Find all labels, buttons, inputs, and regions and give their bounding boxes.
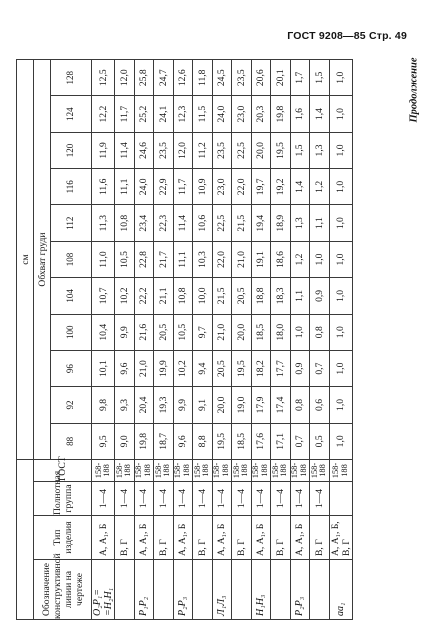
table-cell: 1,0: [329, 132, 352, 168]
unit-header: см: [17, 60, 34, 460]
table-cell: 0,8: [290, 387, 310, 423]
row-label: Р₁Р₂: [134, 560, 154, 620]
row-label: [232, 560, 252, 620]
table-cell: 18,3: [271, 278, 291, 314]
row-group: 1—4: [173, 482, 193, 516]
row-type: А, А₁, Б: [290, 516, 310, 560]
table-cell: 22,8: [134, 241, 154, 277]
table-rotated-container: [16, 60, 411, 620]
table-cell: 20,0: [232, 314, 252, 350]
table-cell: 0,6: [310, 387, 330, 423]
table-cell: 1,0: [329, 96, 352, 132]
table-row: [193, 60, 213, 620]
table-row: [154, 60, 174, 620]
size-header: 120: [51, 132, 92, 168]
table-cell: 17,4: [271, 387, 291, 423]
table-cell: 20,6: [251, 60, 271, 96]
table-cell: 9,1: [193, 387, 213, 423]
table-cell: 19,5: [232, 350, 252, 386]
group-header: Обхват груди: [34, 60, 51, 460]
row-group: 1—4: [232, 482, 252, 516]
row-label: Н₁Н₃: [251, 560, 271, 620]
table-cell: 19,4: [251, 205, 271, 241]
table-cell: 9,3: [115, 387, 135, 423]
table-cell: 24,1: [154, 96, 174, 132]
table-cell: 22,2: [134, 278, 154, 314]
table-row: [290, 60, 310, 620]
row-type: В, Г: [271, 516, 291, 560]
row-gost: 158-188: [232, 460, 252, 482]
row-type: А, А₁, Б: [92, 516, 115, 560]
row-label: О₂Р₁= =Н₂Н₁: [92, 560, 115, 620]
table-cell: 0,9: [290, 350, 310, 386]
table-cell: 0,7: [310, 350, 330, 386]
table-cell: 1,2: [310, 169, 330, 205]
size-header: 96: [51, 350, 92, 386]
row-type: В, Г: [154, 516, 174, 560]
table-cell: 10,6: [193, 205, 213, 241]
row-group: 1—4: [251, 482, 271, 516]
row-gost: 158-188: [173, 460, 193, 482]
row-group: 1—4: [310, 482, 330, 516]
size-table: [16, 59, 353, 620]
table-cell: 12,0: [115, 60, 135, 96]
row-group: 1—4: [154, 482, 174, 516]
table-cell: 1,1: [290, 278, 310, 314]
size-header: 112: [51, 205, 92, 241]
table-cell: 22,0: [212, 241, 232, 277]
table-row: [310, 60, 330, 620]
row-group: [329, 482, 352, 516]
table-cell: 19,5: [271, 132, 291, 168]
table-cell: 20,5: [154, 314, 174, 350]
table-cell: 11,4: [115, 132, 135, 168]
table-cell: 1,0: [329, 278, 352, 314]
row-type: В, Г: [193, 516, 213, 560]
table-cell: 11,7: [115, 96, 135, 132]
table-cell: 22,5: [212, 205, 232, 241]
page-header: ГОСТ 9208—85 Стр. 49: [287, 30, 407, 42]
table-cell: 17,1: [271, 423, 291, 459]
table-cell: 20,1: [271, 60, 291, 96]
table-cell: 11,3: [92, 205, 115, 241]
size-header: 88: [51, 423, 92, 459]
table-cell: 22,5: [232, 132, 252, 168]
table-cell: 19,3: [154, 387, 174, 423]
row-label: [115, 560, 135, 620]
table-cell: 18,6: [271, 241, 291, 277]
size-header: 100: [51, 314, 92, 350]
table-cell: 24,5: [212, 60, 232, 96]
table-cell: 1,5: [310, 60, 330, 96]
table-cell: 1,2: [290, 241, 310, 277]
table-cell: 10,8: [173, 278, 193, 314]
table-cell: 17,6: [251, 423, 271, 459]
table-cell: 22,3: [154, 205, 174, 241]
table-cell: 11,1: [115, 169, 135, 205]
table-cell: 0,5: [310, 423, 330, 459]
table-cell: 23,0: [212, 169, 232, 205]
table-cell: 21,0: [134, 350, 154, 386]
table-cell: 21,1: [154, 278, 174, 314]
row-type: А, А₁, Б: [212, 516, 232, 560]
row-gost: 158-188: [329, 460, 352, 482]
table-cell: 10,1: [92, 350, 115, 386]
table-cell: 19,9: [154, 350, 174, 386]
table-cell: 1,0: [290, 314, 310, 350]
table-cell: 19,8: [134, 423, 154, 459]
size-header: 108: [51, 241, 92, 277]
table-cell: 20,0: [212, 387, 232, 423]
table-cell: 1,0: [329, 423, 352, 459]
table-cell: 19,5: [212, 423, 232, 459]
row-label: Р₂Р₃: [290, 560, 310, 620]
table-cell: 11,8: [193, 60, 213, 96]
row-gost: 158-188: [193, 460, 213, 482]
table-cell: 11,7: [173, 169, 193, 205]
table-row: [232, 60, 252, 620]
row-label: [154, 560, 174, 620]
table-cell: 25,2: [134, 96, 154, 132]
table-row: [329, 60, 352, 620]
table-cell: 11,0: [92, 241, 115, 277]
table-cell: 10,0: [193, 278, 213, 314]
table-cell: 12,5: [92, 60, 115, 96]
table-cell: 8,8: [193, 423, 213, 459]
table-row: [115, 60, 135, 620]
table-frame: [16, 60, 411, 620]
table-cell: 21,0: [212, 314, 232, 350]
table-cell: 23,5: [212, 132, 232, 168]
row-label: Р₂Р₃: [173, 560, 193, 620]
row-label: [271, 560, 291, 620]
table-row: [92, 60, 115, 620]
table-cell: 12,6: [173, 60, 193, 96]
row-group: 1—4: [92, 482, 115, 516]
row-gost: 158-188: [134, 460, 154, 482]
table-cell: 9,4: [193, 350, 213, 386]
row-type: А, А₁, Б: [134, 516, 154, 560]
row-type: В, Г: [310, 516, 330, 560]
table-cell: 9,6: [173, 423, 193, 459]
row-type: А, А₁, Б: [251, 516, 271, 560]
table-cell: 0,8: [310, 314, 330, 350]
row-gost: 158-188: [310, 460, 330, 482]
table-cell: 23,4: [134, 205, 154, 241]
table-cell: 1,1: [310, 205, 330, 241]
table-row: [251, 60, 271, 620]
table-cell: 22,9: [154, 169, 174, 205]
table-cell: 1,7: [290, 60, 310, 96]
table-cell: 20,4: [134, 387, 154, 423]
row-gost: 158-188: [271, 460, 291, 482]
table-cell: 1,4: [290, 169, 310, 205]
table-cell: 18,5: [232, 423, 252, 459]
table-cell: 20,0: [251, 132, 271, 168]
table-cell: 1,0: [329, 387, 352, 423]
size-header: 128: [51, 60, 92, 96]
table-cell: 10,2: [115, 278, 135, 314]
table-cell: 11,1: [173, 241, 193, 277]
continuation-label: Продолжение: [408, 57, 420, 123]
table-cell: 12,2: [92, 96, 115, 132]
table-cell: 17,7: [271, 350, 291, 386]
row-gost: 158-188: [92, 460, 115, 482]
row-label: Л₁Л₃: [212, 560, 232, 620]
table-cell: 20,3: [251, 96, 271, 132]
table-cell: 1,0: [329, 205, 352, 241]
table-cell: 24,0: [212, 96, 232, 132]
col-type: Тип изделия: [34, 516, 92, 560]
table-cell: 19,7: [251, 169, 271, 205]
table-cell: 1,3: [310, 132, 330, 168]
table-cell: 22,0: [232, 169, 252, 205]
table-cell: 1,3: [290, 205, 310, 241]
table-cell: 1,0: [329, 314, 352, 350]
header-blank: [17, 460, 34, 620]
table-cell: 10,5: [115, 241, 135, 277]
table-cell: 23,5: [232, 60, 252, 96]
table-cell: 21,5: [212, 278, 232, 314]
table-cell: 25,8: [134, 60, 154, 96]
table-cell: 1,0: [329, 60, 352, 96]
table-row: [173, 60, 193, 620]
row-label: [193, 560, 213, 620]
table-cell: 11,6: [92, 169, 115, 205]
table-cell: 23,0: [232, 96, 252, 132]
table-cell: 21,6: [134, 314, 154, 350]
table-cell: 17,9: [251, 387, 271, 423]
table-cell: 20,5: [212, 350, 232, 386]
table-cell: 10,9: [193, 169, 213, 205]
table-cell: 21,7: [154, 241, 174, 277]
row-label: [310, 560, 330, 620]
table-row: [271, 60, 291, 620]
table-cell: 9,9: [173, 387, 193, 423]
table-cell: 11,5: [193, 96, 213, 132]
row-group: 1—4: [212, 482, 232, 516]
row-gost: 158-188: [290, 460, 310, 482]
table-cell: 1,0: [329, 169, 352, 205]
row-type: А, А₁, Б: [173, 516, 193, 560]
table-cell: 18,2: [251, 350, 271, 386]
row-group: 1—4: [271, 482, 291, 516]
row-group: 1—4: [193, 482, 213, 516]
table-cell: 18,9: [271, 205, 291, 241]
col-group: Полнотная группа: [34, 482, 92, 516]
table-cell: 18,7: [154, 423, 174, 459]
table-cell: 18,8: [251, 278, 271, 314]
table-cell: 19,0: [232, 387, 252, 423]
col-designation: Обозначение конструктивной линии на чертеже: [34, 560, 92, 620]
table-cell: 11,4: [173, 205, 193, 241]
table-cell: 1,0: [329, 350, 352, 386]
size-header: 104: [51, 278, 92, 314]
table-cell: 10,2: [173, 350, 193, 386]
row-gost: 158-188: [154, 460, 174, 482]
row-type: А, А₁, Б, В, Г: [329, 516, 352, 560]
table-cell: 9,5: [92, 423, 115, 459]
col-gost: ГОСТ: [34, 460, 92, 482]
table-cell: 1,0: [310, 241, 330, 277]
table-body: [92, 60, 353, 620]
row-type: В, Г: [232, 516, 252, 560]
table-cell: 1,0: [329, 241, 352, 277]
table-cell: 24,0: [134, 169, 154, 205]
size-header: 124: [51, 96, 92, 132]
table-cell: 23,5: [154, 132, 174, 168]
table-cell: 9,0: [115, 423, 135, 459]
table-row: [212, 60, 232, 620]
table-cell: 19,1: [251, 241, 271, 277]
table-cell: 11,9: [92, 132, 115, 168]
table-cell: 1,4: [310, 96, 330, 132]
row-group: 1—4: [115, 482, 135, 516]
table-cell: 18,5: [251, 314, 271, 350]
table-cell: 19,8: [271, 96, 291, 132]
table-cell: 12,0: [173, 132, 193, 168]
table-row: [134, 60, 154, 620]
table-cell: 18,0: [271, 314, 291, 350]
table-cell: 1,5: [290, 132, 310, 168]
row-group: 1—4: [290, 482, 310, 516]
table-cell: 10,3: [193, 241, 213, 277]
table-cell: 10,7: [92, 278, 115, 314]
table-cell: 11,2: [193, 132, 213, 168]
size-header: 92: [51, 387, 92, 423]
table-cell: 9,7: [193, 314, 213, 350]
table-cell: 21,0: [232, 241, 252, 277]
row-gost: 158-188: [212, 460, 232, 482]
row-group: 1—4: [134, 482, 154, 516]
table-cell: 9,8: [92, 387, 115, 423]
table-cell: 0,9: [310, 278, 330, 314]
table-cell: 24,6: [134, 132, 154, 168]
row-type: В, Г: [115, 516, 135, 560]
row-label: аа₁: [329, 560, 352, 620]
row-gost: 158-188: [251, 460, 271, 482]
table-cell: 9,9: [115, 314, 135, 350]
table-cell: 10,5: [173, 314, 193, 350]
table-cell: 20,5: [232, 278, 252, 314]
table-cell: 10,4: [92, 314, 115, 350]
table-cell: 9,6: [115, 350, 135, 386]
row-gost: 158-188: [115, 460, 135, 482]
table-cell: 21,5: [232, 205, 252, 241]
table-cell: 1,6: [290, 96, 310, 132]
table-cell: 12,3: [173, 96, 193, 132]
table-cell: 19,2: [271, 169, 291, 205]
size-header: 116: [51, 169, 92, 205]
table-cell: 0,7: [290, 423, 310, 459]
table-cell: 24,7: [154, 60, 174, 96]
table-cell: 10,8: [115, 205, 135, 241]
